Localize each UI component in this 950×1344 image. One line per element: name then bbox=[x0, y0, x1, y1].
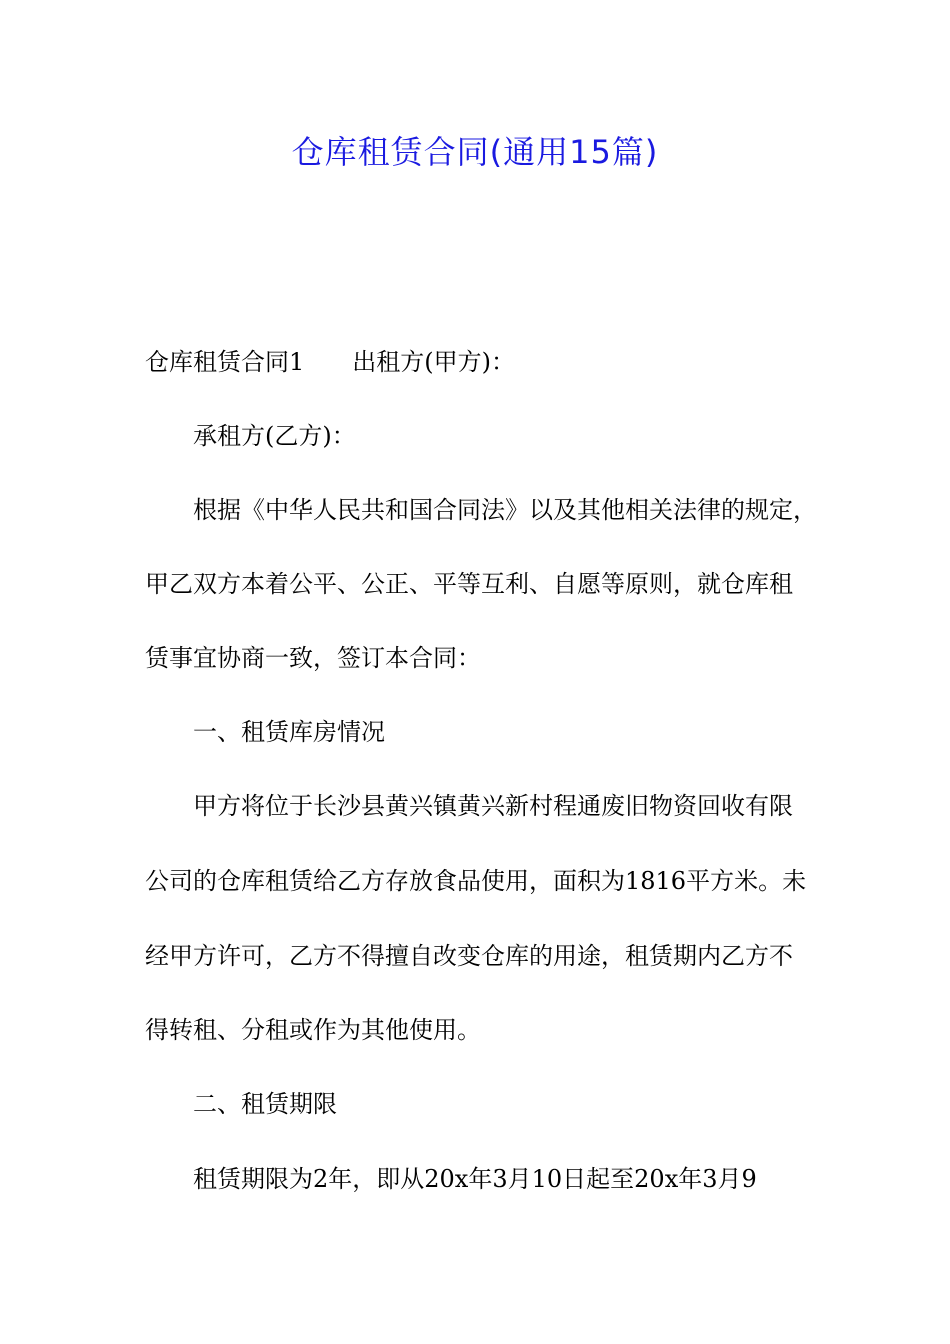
paragraph-line: 根据《中华人民共和国合同法》以及其他相关法律的规定， bbox=[193, 496, 817, 524]
paragraph-line: 租赁期限为2年，即从20x年3月10日起至20x年3月9 bbox=[193, 1165, 757, 1193]
paragraph-line: 得转租、分租或作为其他使用。 bbox=[145, 1016, 481, 1044]
section-heading: 一、租赁库房情况 bbox=[193, 718, 385, 746]
lessee-line: 承租方(乙方)： bbox=[193, 422, 356, 450]
contract-heading-line: 仓库租赁合同1 出租方(甲方)： bbox=[145, 348, 515, 376]
paragraph-line: 赁事宜协商一致，签订本合同： bbox=[145, 644, 481, 672]
paragraph-line: 甲方将位于长沙县黄兴镇黄兴新村程通废旧物资回收有限 bbox=[193, 792, 793, 820]
paragraph-line: 甲乙双方本着公平、公正、平等互利、自愿等原则，就仓库租 bbox=[145, 570, 793, 598]
paragraph-line: 经甲方许可，乙方不得擅自改变仓库的用途，租赁期内乙方不 bbox=[145, 942, 793, 970]
document-title: 仓库租赁合同(通用15篇) bbox=[291, 133, 659, 171]
paragraph-line: 公司的仓库租赁给乙方存放食品使用，面积为1816平方米。未 bbox=[145, 867, 807, 895]
section-heading: 二、租赁期限 bbox=[193, 1090, 337, 1118]
